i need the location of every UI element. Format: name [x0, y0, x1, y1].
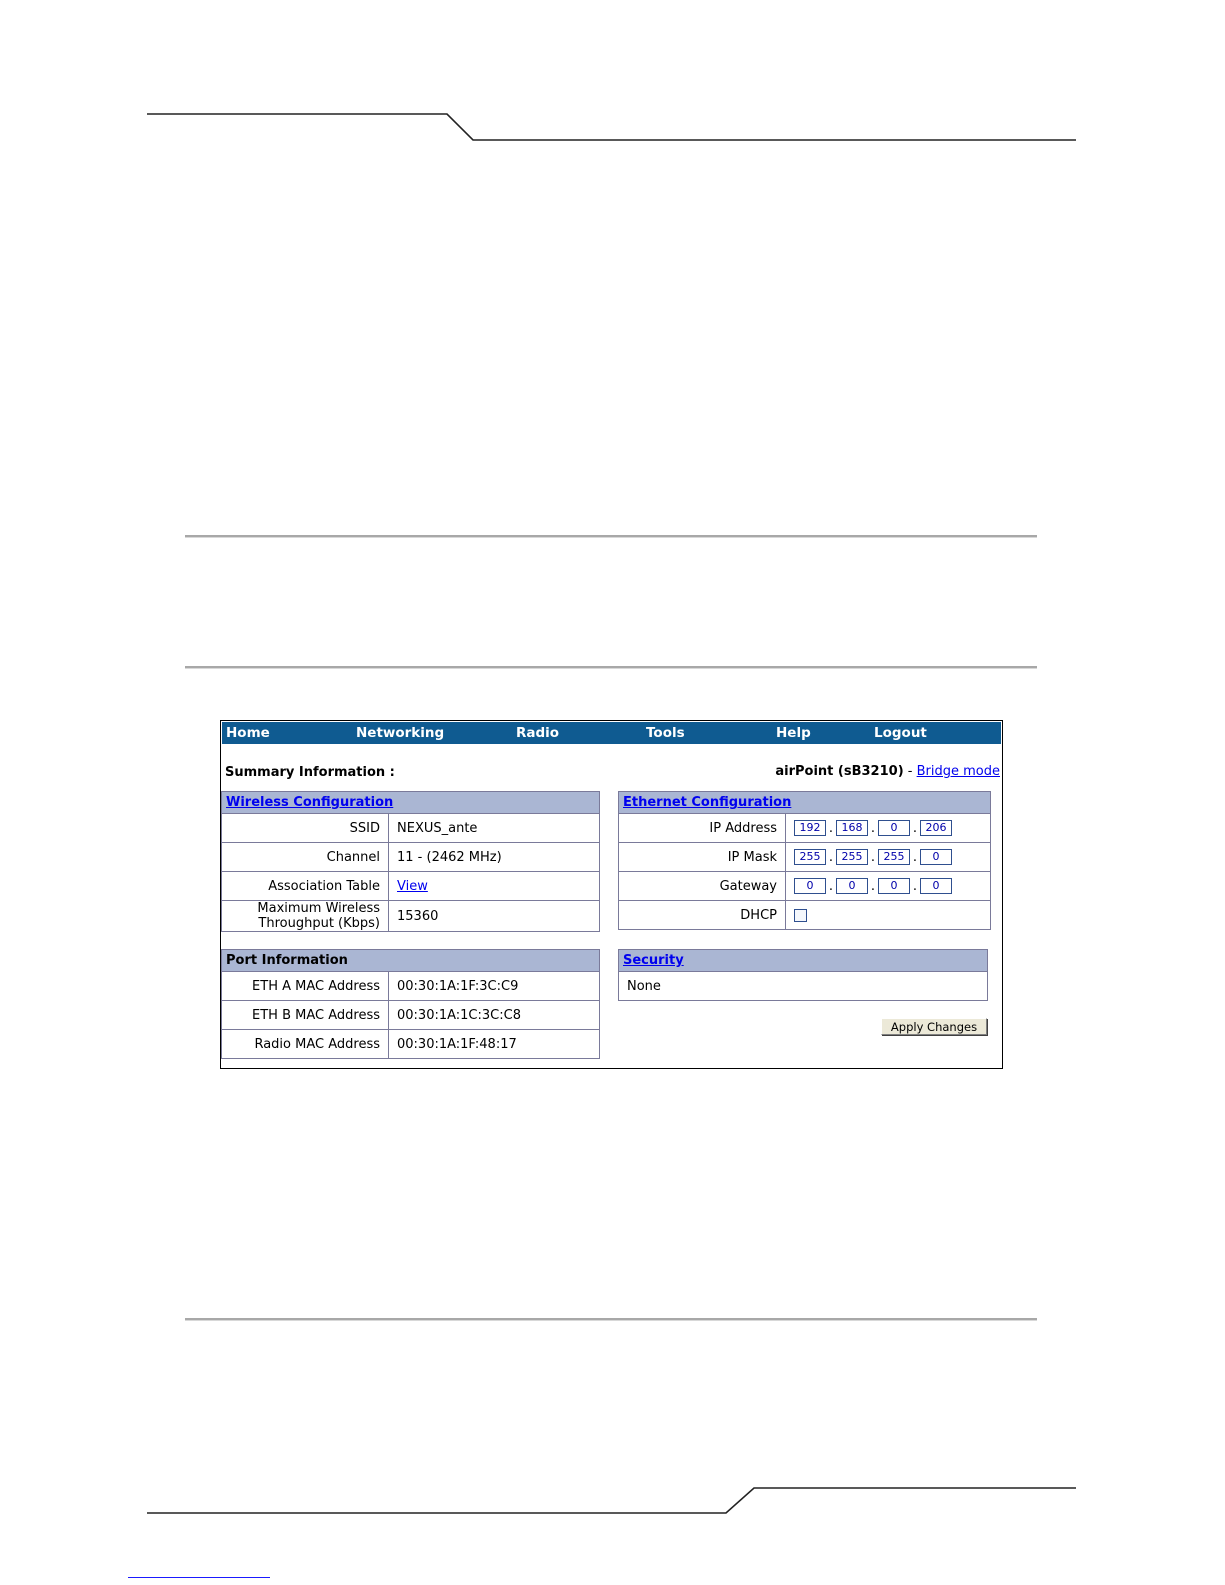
throughput-value: 15360 — [389, 901, 600, 932]
throughput-label-line2: Throughput (Kbps) — [258, 916, 380, 931]
nav-help[interactable]: Help — [776, 725, 811, 741]
gateway-fields: 0 . 0 . 0 . 0 — [786, 872, 991, 901]
channel-label: Channel — [222, 843, 389, 872]
footnote-link-underline — [128, 1577, 270, 1578]
table-row — [619, 814, 991, 843]
ip-octet-3[interactable]: 0 — [878, 820, 910, 836]
table-row — [619, 872, 991, 901]
web-ui-screenshot — [220, 720, 1003, 1069]
ssid-label: SSID — [222, 814, 389, 843]
summary-title: Summary Information : — [225, 765, 395, 780]
eth-a-label: ETH A MAC Address — [222, 972, 389, 1001]
nav-networking[interactable]: Networking — [356, 725, 445, 741]
section-rule-middle — [185, 666, 1037, 669]
nav-logout[interactable]: Logout — [874, 725, 927, 741]
device-separator: - — [903, 764, 917, 779]
ip-octet-4[interactable]: 206 — [920, 820, 952, 836]
table-row — [222, 1030, 600, 1059]
port-info-header: Port Information — [222, 950, 600, 972]
section-rule-bottom — [185, 1318, 1037, 1321]
table-row — [619, 972, 988, 1001]
apply-changes-button[interactable]: Apply Changes — [881, 1018, 987, 1035]
mask-octet-1[interactable]: 255 — [794, 849, 826, 865]
page-header-rule — [0, 0, 1225, 160]
port-info-table — [221, 949, 600, 1059]
radio-mac-value: 00:30:1A:1F:48:17 — [389, 1030, 600, 1059]
association-table-cell — [389, 872, 600, 901]
dhcp-label: DHCP — [619, 901, 786, 930]
eth-b-value: 00:30:1A:1C:3C:C8 — [389, 1001, 600, 1030]
security-table — [618, 949, 988, 1001]
table-row — [619, 901, 991, 930]
table-row — [222, 1001, 600, 1030]
security-header — [619, 950, 988, 972]
table-row — [619, 843, 991, 872]
dhcp-cell — [786, 901, 991, 930]
radio-mac-label: Radio MAC Address — [222, 1030, 389, 1059]
wireless-config-header — [222, 792, 600, 814]
nav-home[interactable]: Home — [226, 725, 270, 741]
table-row — [222, 843, 600, 872]
ip-octet-1[interactable]: 192 — [794, 820, 826, 836]
throughput-label — [222, 901, 389, 932]
gateway-label: Gateway — [619, 872, 786, 901]
ssid-value: NEXUS_ante — [389, 814, 600, 843]
ip-address-label: IP Address — [619, 814, 786, 843]
mask-octet-3[interactable]: 255 — [878, 849, 910, 865]
gateway-octet-1[interactable]: 0 — [794, 878, 826, 894]
nav-radio[interactable]: Radio — [516, 725, 560, 741]
gateway-octet-2[interactable]: 0 — [836, 878, 868, 894]
ethernet-config-link[interactable]: Ethernet Configuration — [623, 795, 792, 810]
table-row — [222, 872, 600, 901]
security-value: None — [619, 972, 988, 1001]
section-rule-top — [185, 535, 1037, 538]
eth-a-value: 00:30:1A:1F:3C:C9 — [389, 972, 600, 1001]
ethernet-config-table — [618, 791, 991, 930]
security-link[interactable]: Security — [623, 953, 684, 968]
association-view-link[interactable]: View — [397, 878, 428, 894]
ip-mask-label: IP Mask — [619, 843, 786, 872]
bridge-mode-link[interactable]: Bridge mode — [916, 764, 1000, 779]
association-table-label: Association Table — [222, 872, 389, 901]
wireless-config-table — [221, 791, 600, 932]
device-name: airPoint (sB3210) — [775, 764, 904, 779]
dhcp-checkbox[interactable] — [794, 909, 807, 922]
channel-value: 11 - (2462 MHz) — [389, 843, 600, 872]
top-nav-bar — [222, 722, 1001, 744]
ip-mask-fields: 255 . 255 . 255 . 0 — [786, 843, 991, 872]
mask-octet-4[interactable]: 0 — [920, 849, 952, 865]
table-row — [222, 814, 600, 843]
ip-octet-2[interactable]: 168 — [836, 820, 868, 836]
wireless-config-link[interactable]: Wireless Configuration — [226, 795, 394, 810]
table-row — [222, 901, 600, 932]
gateway-octet-4[interactable]: 0 — [920, 878, 952, 894]
throughput-label-line1: Maximum Wireless — [257, 901, 380, 916]
gateway-octet-3[interactable]: 0 — [878, 878, 910, 894]
table-row — [222, 972, 600, 1001]
ip-address-fields: 192 . 168 . 0 . 206 — [786, 814, 991, 843]
eth-b-label: ETH B MAC Address — [222, 1001, 389, 1030]
ethernet-config-header — [619, 792, 991, 814]
device-info — [775, 764, 1000, 779]
nav-tools[interactable]: Tools — [646, 725, 685, 741]
mask-octet-2[interactable]: 255 — [836, 849, 868, 865]
